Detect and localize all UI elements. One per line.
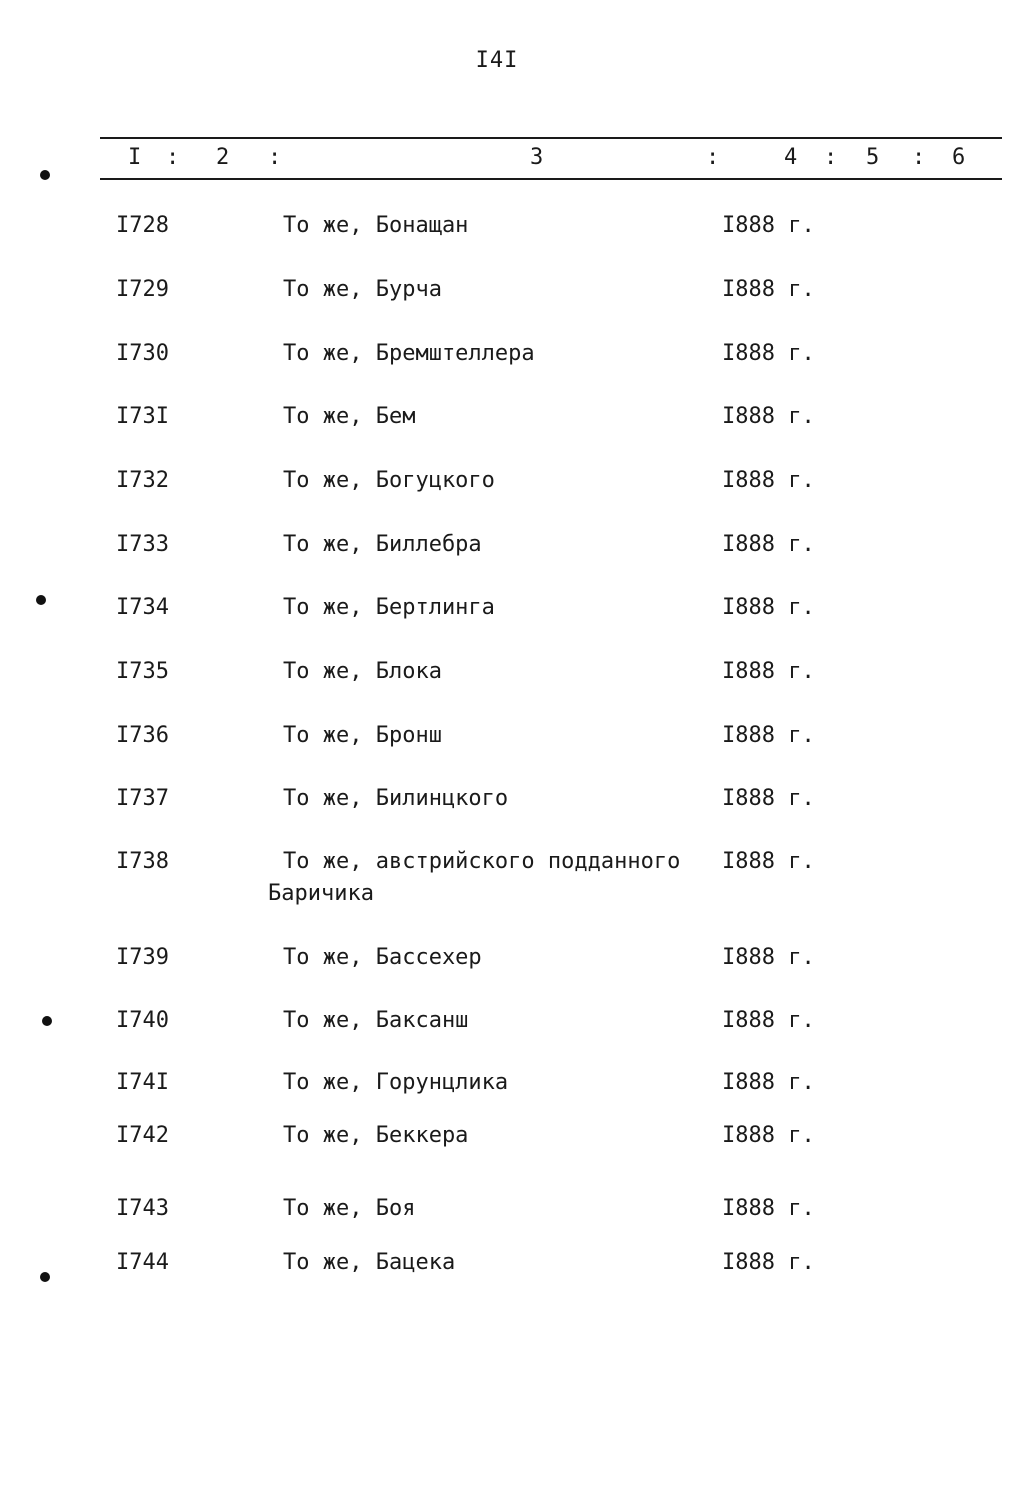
header-separator: : — [706, 145, 720, 170]
row-number: I744 — [116, 1250, 169, 1275]
row-number: I732 — [116, 468, 169, 493]
row-description: То же, Блока — [283, 659, 442, 684]
row-description: То же, Бассехер — [283, 945, 482, 970]
header-separator: : — [912, 145, 926, 170]
header-col-3: 3 — [530, 145, 544, 170]
row-description: То же, Богуцкого — [283, 468, 495, 493]
header-separator: : — [166, 145, 180, 170]
row-number: I736 — [116, 723, 169, 748]
row-number: I743 — [116, 1196, 169, 1221]
row-year: I888 г. — [722, 945, 815, 970]
header-separator: : — [268, 145, 282, 170]
row-year: I888 г. — [722, 786, 815, 811]
row-number: I728 — [116, 213, 169, 238]
row-number: I74I — [116, 1070, 169, 1095]
row-year: I888 г. — [722, 404, 815, 429]
row-year: I888 г. — [722, 213, 815, 238]
row-year: I888 г. — [722, 1196, 815, 1221]
row-description: То же, Боя — [283, 1196, 416, 1221]
row-year: I888 г. — [722, 277, 815, 302]
row-description: То же, Бертлинга — [283, 595, 495, 620]
row-number: I734 — [116, 595, 169, 620]
punch-hole — [42, 1016, 52, 1026]
row-year: I888 г. — [722, 1123, 815, 1148]
punch-hole — [36, 595, 46, 605]
row-description: То же, Бурча — [283, 277, 442, 302]
table-header — [0, 145, 1024, 175]
row-description: То же, Баксанш — [283, 1008, 469, 1033]
row-description-continuation: Баричика — [268, 881, 374, 906]
row-number: I733 — [116, 532, 169, 557]
header-separator: : — [824, 145, 838, 170]
header-col-1: I — [128, 145, 142, 170]
punch-hole — [40, 170, 50, 180]
row-number: I738 — [116, 849, 169, 874]
row-number: I730 — [116, 341, 169, 366]
row-number: I735 — [116, 659, 169, 684]
header-col-5: 5 — [866, 145, 880, 170]
row-number: I737 — [116, 786, 169, 811]
row-number: I742 — [116, 1123, 169, 1148]
row-description: То же, Бонащан — [283, 213, 469, 238]
row-year: I888 г. — [722, 659, 815, 684]
row-description: То же, Бремштеллера — [283, 341, 535, 366]
row-number: I73I — [116, 404, 169, 429]
header-col-2: 2 — [216, 145, 230, 170]
row-number: I739 — [116, 945, 169, 970]
row-description: То же, австрийского подданного — [283, 849, 681, 874]
header-rule-top — [100, 137, 1002, 139]
row-number: I740 — [116, 1008, 169, 1033]
page-number: I4I — [475, 48, 519, 73]
row-year: I888 г. — [722, 1070, 815, 1095]
row-year: I888 г. — [722, 595, 815, 620]
row-description: То же, Бронш — [283, 723, 442, 748]
row-year: I888 г. — [722, 723, 815, 748]
row-number: I729 — [116, 277, 169, 302]
row-description: То же, Беккера — [283, 1123, 469, 1148]
header-col-6: 6 — [952, 145, 966, 170]
row-description: То же, Биллебра — [283, 532, 482, 557]
row-description: То же, Горунцлика — [283, 1070, 509, 1095]
row-year: I888 г. — [722, 341, 815, 366]
header-rule-bottom — [100, 178, 1002, 180]
row-description: То же, Билинцкого — [283, 786, 509, 811]
row-year: I888 г. — [722, 1250, 815, 1275]
row-year: I888 г. — [722, 849, 815, 874]
header-col-4: 4 — [784, 145, 798, 170]
row-year: I888 г. — [722, 468, 815, 493]
row-year: I888 г. — [722, 1008, 815, 1033]
row-description: То же, Бем — [283, 404, 416, 429]
punch-hole — [40, 1272, 50, 1282]
row-year: I888 г. — [722, 532, 815, 557]
row-description: То же, Бацека — [283, 1250, 456, 1275]
